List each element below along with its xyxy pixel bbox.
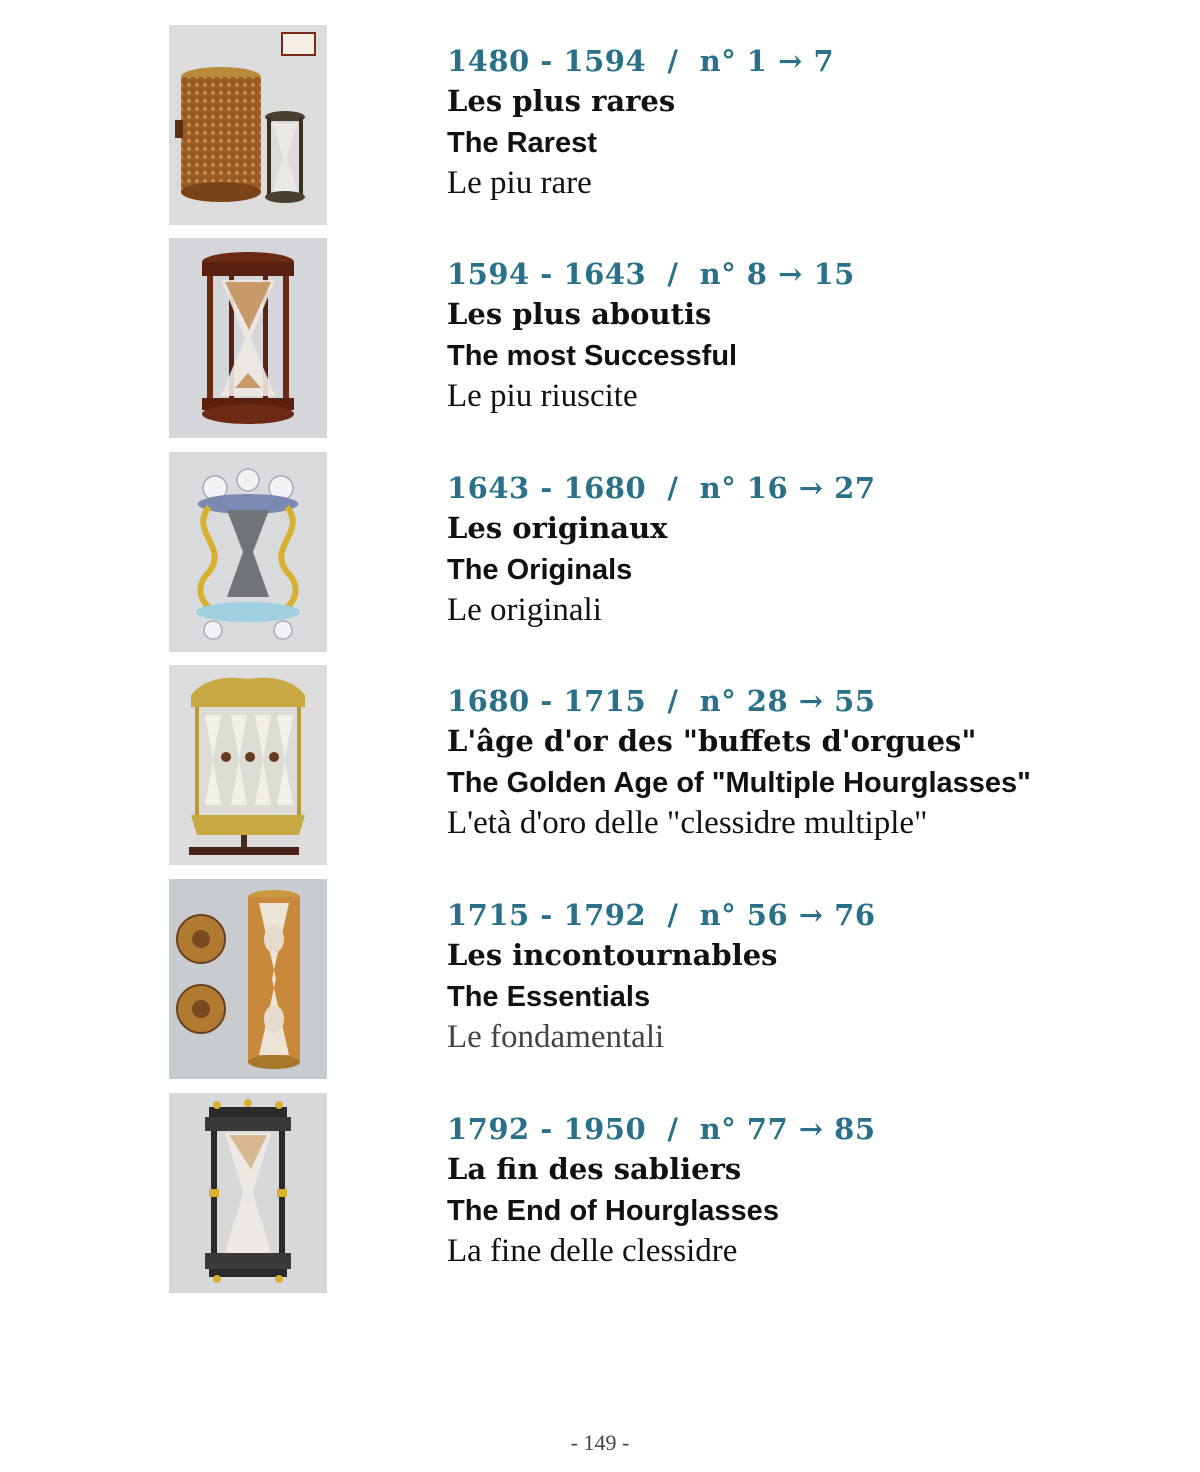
catalogue-entry — [169, 1093, 1169, 1295]
crystal-gilded-hourglass-photo — [169, 452, 327, 652]
italian-title: La fine delle clessidre — [447, 1233, 738, 1269]
period-heading: 1715 - 1792 / n° 56 → 76 — [447, 898, 876, 932]
italian-title: Le piu rare — [447, 165, 592, 201]
english-title: The Essentials — [447, 981, 651, 1013]
catalogue-entry — [169, 665, 1169, 867]
catalogue-entry — [169, 879, 1169, 1081]
cylindrical-box-and-hourglass-photo — [169, 25, 327, 225]
italian-title: Le piu riuscite — [447, 378, 638, 414]
english-title: The Originals — [447, 554, 633, 586]
french-title: L'âge d'or des "buffets d'orgues" — [447, 724, 977, 758]
period-heading: 1594 - 1643 / n° 8 → 15 — [447, 257, 855, 291]
french-title: Les incontournables — [447, 938, 778, 972]
catalogue-entry — [169, 238, 1169, 440]
english-title: The Rarest — [447, 127, 597, 159]
wooden-turned-hourglass-photo — [169, 238, 327, 438]
catalogue-entry — [169, 452, 1169, 654]
period-heading: 1792 - 1950 / n° 77 → 85 — [447, 1112, 876, 1146]
french-title: Les originaux — [447, 511, 668, 545]
french-title: La fin des sabliers — [447, 1152, 742, 1186]
period-heading: 1680 - 1715 / n° 28 → 55 — [447, 684, 876, 718]
english-title: The Golden Age of "Multiple Hourglasses" — [447, 767, 1031, 799]
italian-title: Le originali — [447, 592, 602, 628]
italian-title: Le fondamentali — [447, 1019, 665, 1055]
iron-gilt-hourglass-photo — [169, 1093, 327, 1293]
french-title: Les plus rares — [447, 84, 676, 118]
period-heading: 1643 - 1680 / n° 16 → 27 — [447, 471, 876, 505]
page-number: - 149 - — [570, 1430, 630, 1455]
period-heading: 1480 - 1594 / n° 1 → 7 — [447, 44, 835, 78]
english-title: The most Successful — [447, 340, 738, 372]
english-title: The End of Hourglasses — [447, 1195, 779, 1227]
painted-cylinder-hourglass-photo — [169, 879, 327, 1079]
italian-title: L'età d'oro delle "clessidre multiple" — [447, 805, 928, 841]
multiple-hourglass-organ-photo — [169, 665, 327, 865]
french-title: Les plus aboutis — [447, 297, 712, 331]
catalogue-entry — [169, 25, 1169, 227]
